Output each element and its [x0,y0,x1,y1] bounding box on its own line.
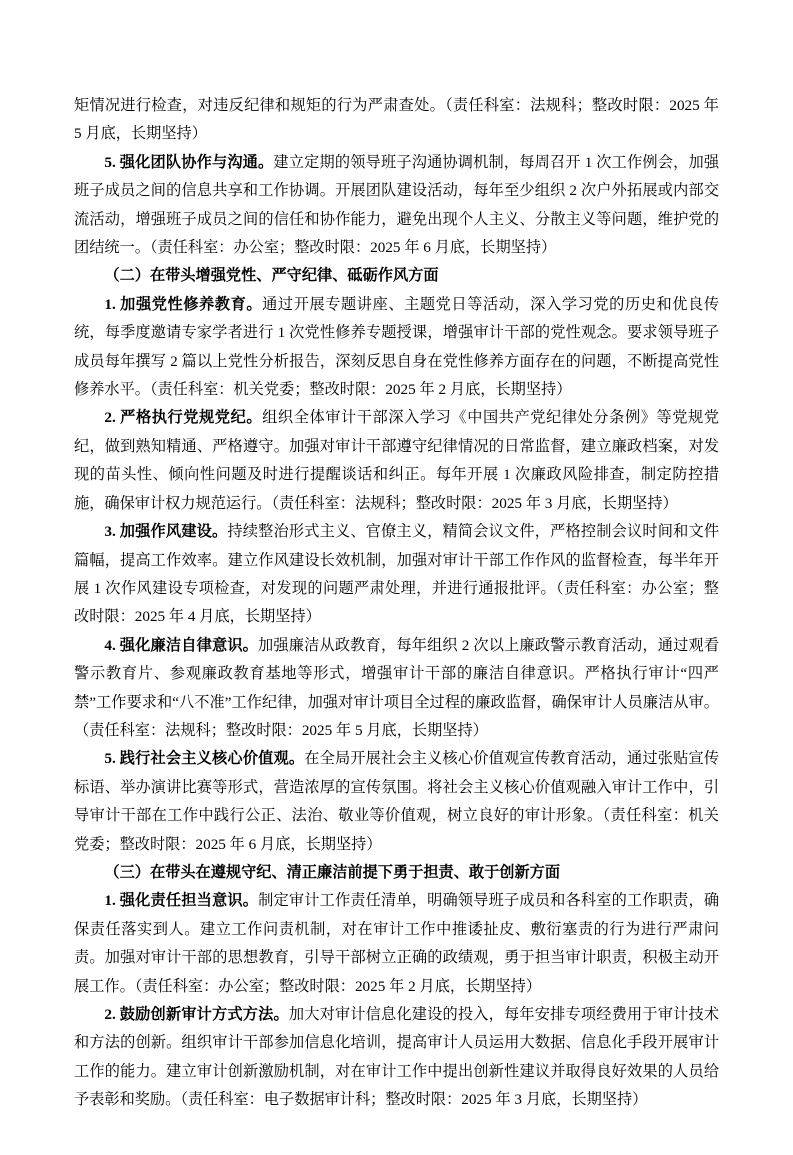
paragraph-text: 加大对审计信息化建设的投入，每年安排专项经费用于审计技术和方法的创新。组织审计干部参加信息化培训，提高审计人员运用大数据、信息化手段开展审计工作的能力。建立审计创新激励机制，对在审计工作中提出创新性建议并取得良好效果的人员给予表彰和奖励。（责任科室：电子数据审计科；整改时限：2025 年 3 月底，长期坚持） [74,1006,720,1109]
paragraph-lead: 3. 加强作风建设。 [104,523,228,541]
paragraph-text: 在全局开展社会主义核心价值观宣传教育活动，通过张贴宣传标语、举办演讲比赛等形式，营造浓厚的宣传氛围。将社会主义核心价值观融入审计工作中，引导审计干部在工作中践行公正、法治、敬业等价值观，树立良好的审计形象。（责任科室：机关党委；整改时限：2025 年 6 月底，长期坚持） [74,750,720,853]
paragraph-text: 通过开展专题讲座、主题党日等活动，深入学习党的历史和优良传统，每季度邀请专家学者进行 1 次党性修养专题授课，增强审计干部的党性观念。要求领导班子成员每年撰写 2 篇以上党性分析报告，深刻反思自身在党性修养方面存在的问题，不断提高党性修养水平。（责任科室：机关党委；整改时限：2025 年 2 月底，长期坚持） [74,295,720,399]
paragraph-lead: 1. 强化责任担当意识。 [104,892,259,910]
paragraph-lead: 1. 加强党性修养教育。 [104,295,263,313]
paragraph-2-3 [74,518,719,632]
paragraph-2-1 [74,291,719,405]
paragraph-lead: 2. 严格执行党规党纪。 [104,409,263,427]
paragraph-lead: 5. 强化团队协作与沟通。 [104,153,274,171]
paragraph-3-1 [74,887,719,1001]
document-body [74,92,719,1115]
paragraph-text: 持续整治形式主义、官僚主义，精简会议文件，严格控制会议时间和文件篇幅，提高工作效率。建立作风建设长效机制，加强对审计干部工作作风的监督检查，每半年开展 1 次作风建设专项检查，对发现的问题严肃处理，并进行通报批评。（责任科室：办公室；整改时限：2025 年 4 月底，长期坚持） [74,523,720,626]
paragraph-item-5-unity [74,149,719,263]
paragraph-text: 制定审计工作责任清单，明确领导班子成员和各科室的工作职责，确保责任落实到人。建立工作问责机制，对在审计工作中推诿扯皮、敷衍塞责的行为进行严肃问责。加强对审计干部的思想教育，引导干部树立正确的政绩观，勇于担当审计职责，积极主动开展工作。（责任科室：办公室；整改时限：2025 年 2 月底，长期坚持） [74,892,720,995]
paragraph-lead: 5. 践行社会主义核心价值观。 [104,750,305,768]
paragraph-text: 组织全体审计干部深入学习《中国共产党纪律处分条例》等党规党纪，做到熟知精通、严格遵守。加强对审计干部遵守纪律情况的日常监督，建立廉政档案，对发现的苗头性、倾向性问题及时进行提醒谈话和纠正。每年开展 1 次廉政风险排查，制定防控措施，确保审计权力规范运行。（责任科室：法规科；整改时限：2025 年 3 月底，长期坚持） [74,409,720,512]
paragraph-2-2 [74,404,719,518]
section-heading-2 [74,262,719,290]
section-heading-text: （三）在带头在遵规守纪、清正廉洁前提下勇于担责、敢于创新方面 [104,863,561,881]
section-heading-text: （二）在带头增强党性、严守纪律、砥砺作风方面 [104,267,439,285]
paragraph-text: 加强廉洁从政教育，每年组织 2 次以上廉政警示教育活动，通过观看警示教育片、参观廉政教育基地等形式，增强审计干部的廉洁自律意识。严格执行审计“四严禁”工作要求和“八不准”工作纪律，加强对审计项目全过程的廉政监督，确保审计人员廉洁从审。（责任科室：法规科；整改时限：2025 年 5 月底，长期坚持） [74,636,720,739]
section-heading-3 [74,859,719,887]
paragraph-3-2 [74,1001,719,1115]
paragraph-2-4 [74,632,719,746]
paragraph-continued [74,92,719,149]
paragraph-lead: 2. 鼓励创新审计方式方法。 [104,1006,289,1023]
paragraph-text: 矩情况进行检查，对违反纪律和规矩的行为严肃查处。（责任科室：法规科；整改时限：2025 年 5 月底，长期坚持） [74,97,719,143]
paragraph-lead: 4. 强化廉洁自律意识。 [104,636,259,654]
paragraph-2-5 [74,745,719,859]
paragraph-text: 建立定期的领导班子沟通协调机制，每周召开 1 次工作例会，加强班子成员之间的信息共享和工作协调。开展团队建设活动，每年至少组织 2 次户外拓展或内部交流活动，增强班子成员之间的信任和协作能力，避免出现个人主义、分散主义等问题，维护党的团结统一。（责任科室：办公室；整改时限：2025 年 6 月底，长期坚持） [74,153,720,257]
